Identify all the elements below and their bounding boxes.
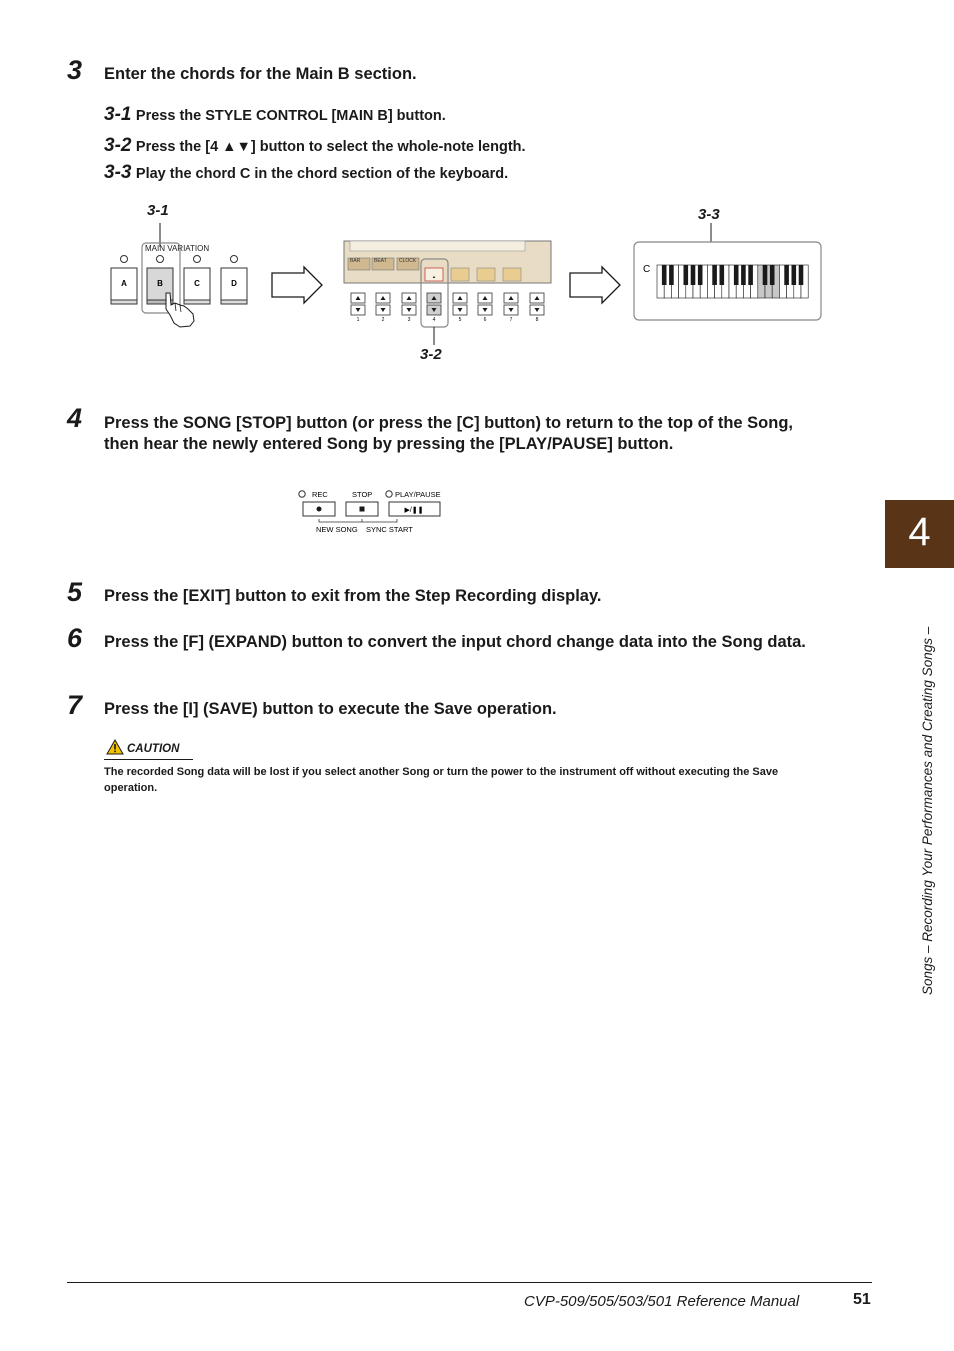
black-key [799, 265, 804, 285]
black-key [770, 265, 775, 285]
sync-start-label: SYNC START [366, 525, 413, 534]
button-number-label: 2 [381, 317, 385, 323]
caution-rule [104, 759, 193, 760]
black-key [763, 265, 768, 285]
step-3-text: Enter the chords for the Main B section. [104, 65, 417, 83]
button-a-label: A [121, 279, 127, 288]
black-key [792, 265, 797, 285]
substep-3-1 [104, 104, 446, 126]
chapter-number: 4 [908, 510, 931, 554]
stop-button[interactable] [346, 502, 378, 516]
button-number-label: 7 [509, 317, 513, 323]
step-6-text: Press the [F] (EXPAND) button to convert the input chord change data into the Song data. [104, 633, 806, 651]
step-3-figure [100, 215, 830, 345]
footer-rule [67, 1282, 872, 1283]
tab-beat-label: BEAT [374, 258, 387, 264]
black-key [684, 265, 689, 285]
caution-text: The recorded Song data will be lost if you select another Song or turn the power to the instrument off without executing the Save operation. [104, 766, 779, 794]
black-key [748, 265, 753, 285]
substep-3-3 [104, 162, 508, 184]
button-number-label: 4 [432, 317, 436, 323]
up-down-button-5[interactable] [453, 293, 467, 315]
main-a-button[interactable] [111, 268, 137, 304]
main-d-button[interactable] [221, 268, 247, 304]
substep-3-3-text: Play the chord C in the chord section of the keyboard. [135, 166, 509, 182]
led-c [194, 256, 201, 263]
song-control-figure [290, 484, 460, 540]
footer-manual-title: CVP-509/505/503/501 Reference Manual [524, 1293, 800, 1310]
step-3-number: 3 [67, 55, 83, 85]
button-number-label: 8 [535, 317, 539, 323]
step-7-number: 7 [67, 690, 83, 720]
warning-icon [106, 739, 124, 755]
up-down-button-8[interactable] [530, 293, 544, 315]
up-down-button-4[interactable] [427, 293, 441, 315]
arrow-right-icon [272, 267, 322, 303]
black-key [741, 265, 746, 285]
play-pause-button[interactable] [389, 502, 440, 516]
play-led [386, 491, 392, 497]
black-key [691, 265, 696, 285]
caution-label: CAUTION [127, 743, 180, 755]
button-number-label: 5 [458, 317, 462, 323]
step-7-text: Press the [I] (SAVE) button to execute the Save operation. [104, 700, 557, 718]
tab-clock-label: CLOCK [399, 258, 417, 264]
rec-led [299, 491, 305, 497]
page-number: 51 [853, 1291, 871, 1308]
callout-3-1: 3-1 [147, 202, 169, 219]
tab-bar-label: BAR [350, 258, 361, 264]
substep-3-3-number: 3-3 [104, 162, 132, 183]
up-down-button-6[interactable] [478, 293, 492, 315]
step-5-number: 5 [67, 577, 83, 607]
stop-label: STOP [352, 490, 373, 499]
play-pause-icon: ▶/❚❚ [404, 507, 424, 514]
chapter-title: Songs – Recording Your Performances and Creating Songs – [920, 626, 935, 995]
step-4-text: Press the SONG [STOP] button (or press the [C] button) to return to the top of the Song, then hear the newly entered Song by pressing the [PLAY/PAUSE] button. [104, 414, 793, 453]
stop-icon [360, 507, 365, 512]
black-key [662, 265, 667, 285]
black-key [734, 265, 739, 285]
led-b [157, 256, 164, 263]
callout-3-3: 3-3 [698, 206, 720, 223]
callout-3-2: 3-2 [420, 346, 442, 363]
button-c-label: C [194, 279, 200, 288]
main-variation-label: MAIN VARIATION [145, 244, 210, 253]
button-number-label: 1 [356, 317, 360, 323]
rec-button[interactable] [303, 502, 335, 516]
step-5-text: Press the [EXIT] button to exit from the Step Recording display. [104, 587, 602, 605]
button-b-label: B [157, 279, 163, 288]
black-key [698, 265, 703, 285]
chapter-tab [885, 500, 954, 568]
up-down-button-7[interactable] [504, 293, 518, 315]
button-number-label: 6 [483, 317, 487, 323]
new-song-label: NEW SONG [316, 525, 358, 534]
step-4-number: 4 [67, 403, 83, 433]
led-d [231, 256, 238, 263]
black-key [669, 265, 674, 285]
up-down-button-3[interactable] [402, 293, 416, 315]
record-icon [317, 507, 322, 512]
black-key [784, 265, 789, 285]
play-pause-label: PLAY/PAUSE [395, 490, 441, 499]
black-key [720, 265, 725, 285]
rec-label: REC [312, 490, 328, 499]
substep-3-2-text: Press the [4 ▲▼] button to select the whole-note length. [135, 139, 526, 155]
led-a [121, 256, 128, 263]
keyboard [657, 265, 808, 298]
button-d-label: D [231, 279, 237, 288]
chord-c-label: C [643, 264, 651, 275]
half-note-icon [451, 268, 469, 281]
arrow-right-icon [570, 267, 620, 303]
black-key [712, 265, 717, 285]
up-down-button-1[interactable] [351, 293, 365, 315]
eighth-note-icon [503, 268, 521, 281]
svg-text:𝅝: 𝅝 [432, 273, 436, 280]
substep-3-1-number: 3-1 [104, 104, 132, 125]
button-number-label: 3 [407, 317, 411, 323]
substep-3-1-text: Press the STYLE CONTROL [MAIN B] button. [135, 108, 446, 124]
main-c-button[interactable] [184, 268, 210, 304]
up-down-button-2[interactable] [376, 293, 390, 315]
step-6-number: 6 [67, 623, 83, 653]
substep-3-2-number: 3-2 [104, 135, 132, 156]
quarter-note-icon [477, 268, 495, 281]
substep-3-2 [104, 135, 526, 157]
